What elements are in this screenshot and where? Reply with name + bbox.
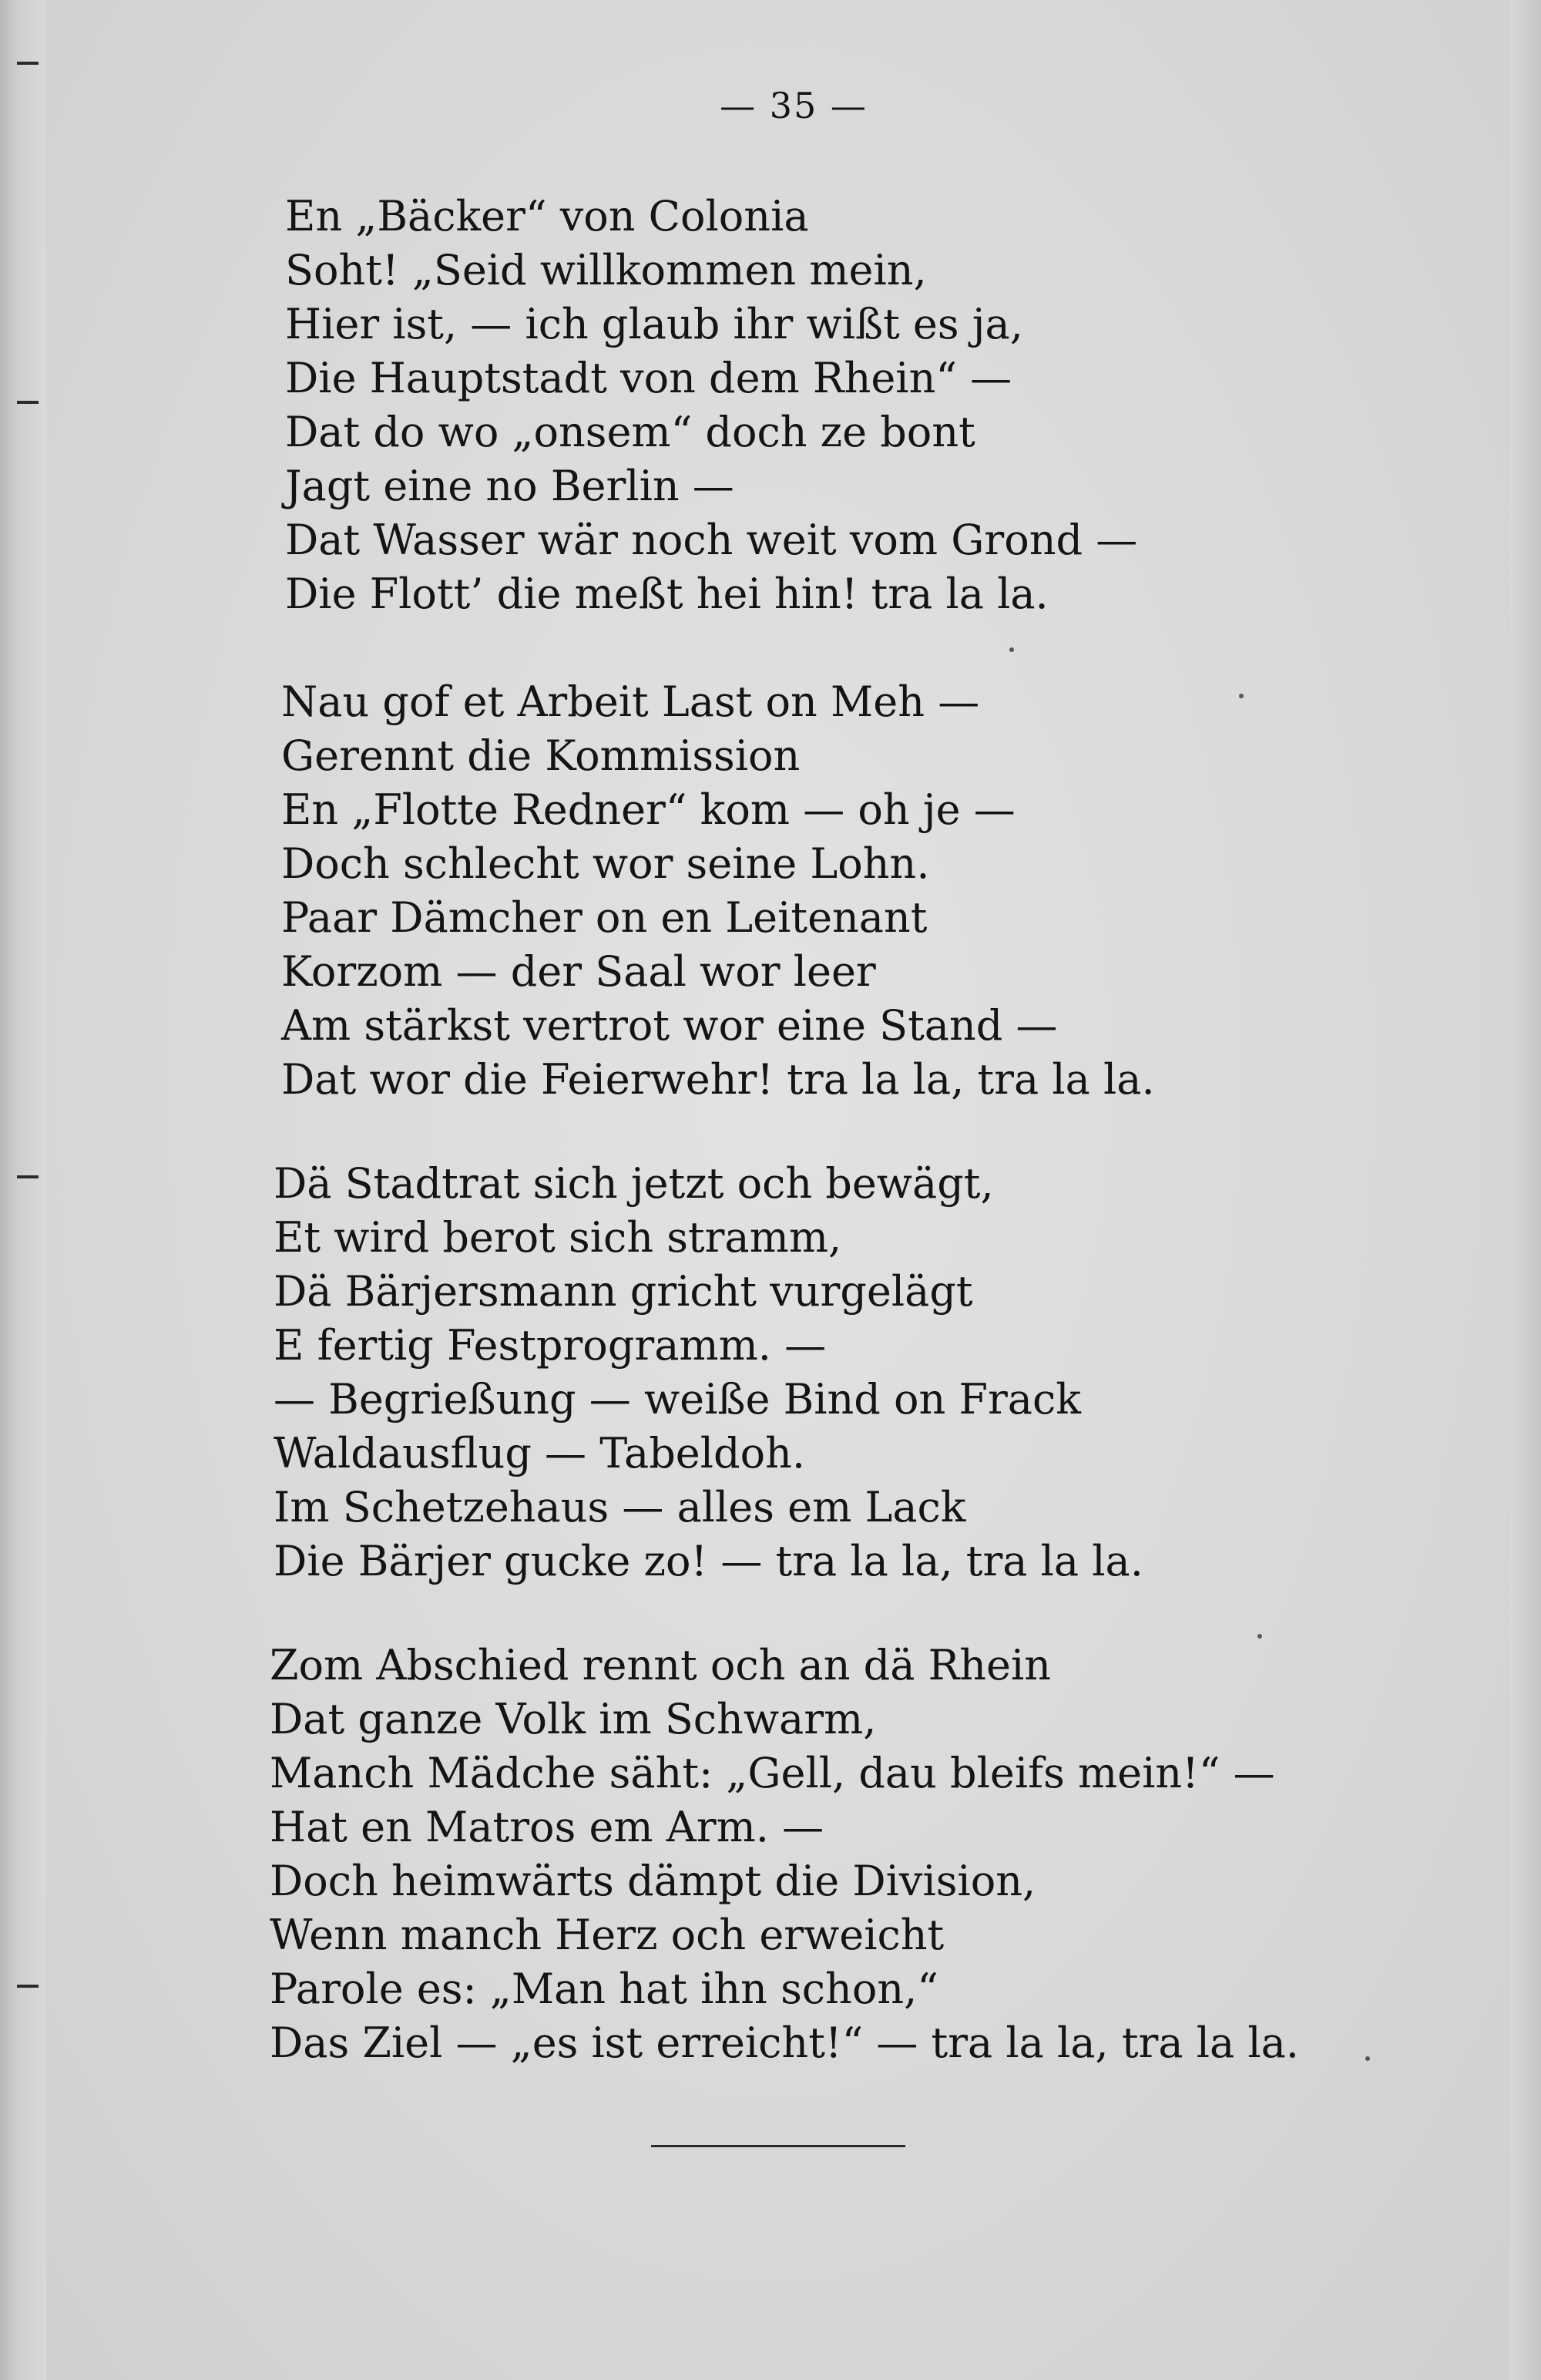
verse-line: Die Hauptstadt von dem Rhein“ —	[285, 354, 1012, 402]
verse-line: En „Bäcker“ von Colonia	[285, 192, 809, 240]
page-number: — 35 —	[720, 85, 868, 126]
verse-line: Manch Mädche säht: „Gell, dau bleifs mein!“ —	[270, 1749, 1275, 1797]
verse-line: Die Bärjer gucke zo! — tra la la, tra la la.	[274, 1537, 1143, 1585]
paper-speck	[1257, 1634, 1262, 1639]
page-binding	[0, 0, 46, 2380]
verse-line: Am stärkst vertrot wor eine Stand —	[281, 1001, 1058, 1050]
verse-line: Doch schlecht wor seine Lohn.	[281, 839, 930, 888]
verse-line: Waldausflug — Tabeldoh.	[274, 1429, 806, 1477]
verse-line: Et wird berot sich stramm,	[274, 1213, 842, 1262]
verse-line: E fertig Festprogramm. —	[274, 1321, 827, 1370]
verse-line: Zom Abschied rennt och an dä Rhein	[270, 1641, 1052, 1689]
verse-line: Die Flott’ die meßt hei hin! tra la la.	[285, 570, 1049, 618]
verse-line: Dä Bärjersmann gricht vurgelägt	[274, 1267, 973, 1316]
verse-line: Soht! „Seid willkommen mein,	[285, 246, 927, 294]
verse-line: Gerennt die Kommission	[281, 731, 801, 780]
verse-line: Nau gof et Arbeit Last on Meh —	[281, 677, 980, 726]
paper-speck	[1365, 2056, 1370, 2061]
verse-line: Dat wor die Feierwehr! tra la la, tra la la.	[281, 1055, 1155, 1104]
binding-thread	[17, 62, 39, 65]
binding-thread	[17, 401, 39, 404]
verse-line: En „Flotte Redner“ kom — oh je —	[281, 785, 1016, 834]
binding-thread	[17, 1985, 39, 1988]
paper-speck	[1239, 694, 1244, 698]
verse-line: Korzom — der Saal wor leer	[281, 947, 876, 996]
binding-thread	[17, 1175, 39, 1178]
verse-line: Dat ganze Volk im Schwarm,	[270, 1695, 877, 1743]
verse-line: — Begrießung — weiße Bind on Frack	[274, 1375, 1081, 1424]
verse-line: Parole es: „Man hat ihn schon,“	[270, 1965, 938, 2013]
page-edge	[1510, 0, 1541, 2380]
verse-line: Im Schetzehaus — alles em Lack	[274, 1483, 966, 1531]
verse-line: Doch heimwärts dämpt die Division,	[270, 1857, 1036, 1905]
verse-line: Hat en Matros em Arm. —	[270, 1803, 824, 1851]
verse-line: Paar Dämcher on en Leitenant	[281, 893, 928, 942]
verse-line: Jagt eine no Berlin —	[285, 462, 734, 510]
verse-line: Das Ziel — „es ist erreicht!“ — tra la la, tra la la.	[270, 2019, 1299, 2067]
verse-line: Hier ist, — ich glaub ihr wißt es ja,	[285, 300, 1023, 348]
verse-line: Wenn manch Herz och erweicht	[270, 1911, 945, 1959]
paper-speck	[1009, 647, 1014, 652]
verse-line: Dat Wasser wär noch weit vom Grond —	[285, 516, 1138, 564]
closing-rule	[651, 2145, 905, 2147]
verse-line: Dat do wo „onsem“ doch ze bont	[285, 408, 975, 456]
verse-line: Dä Stadtrat sich jetzt och bewägt,	[274, 1159, 994, 1208]
